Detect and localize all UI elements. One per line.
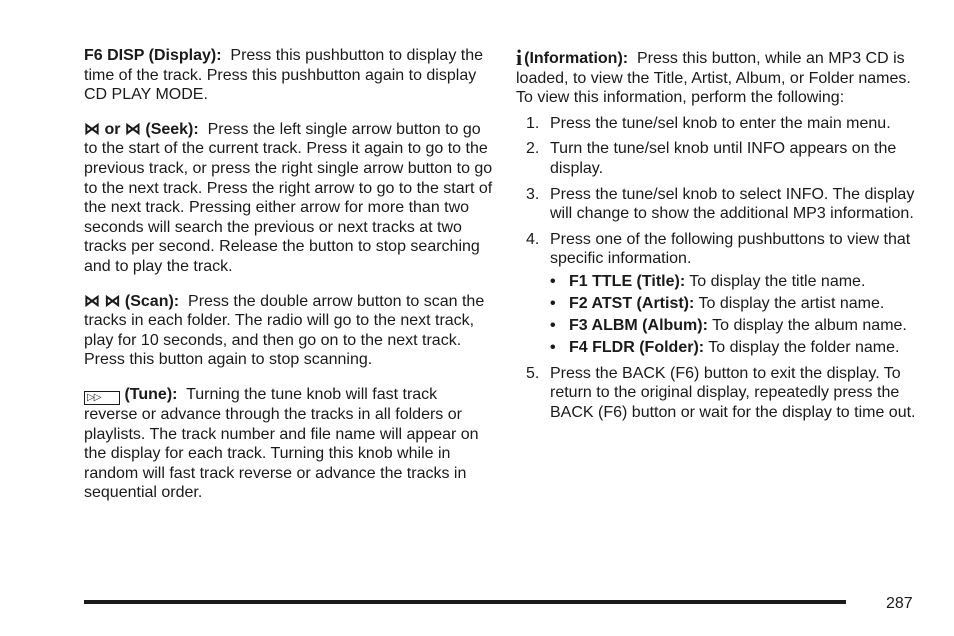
disp-text: Press this pushbutton to display the time of the track. Press this pushbutton again to display CD PLAY MODE.	[84, 47, 483, 104]
bullet-item	[550, 294, 926, 314]
step-text: Press one of the following pushbuttons to view that specific information.	[550, 230, 911, 268]
right-column	[516, 45, 926, 429]
steps-list	[516, 114, 926, 423]
bullet-item	[550, 272, 926, 292]
bullet-label: F2 ATST (Artist):	[569, 295, 695, 313]
step-item	[516, 230, 926, 358]
bullet-icon: •	[550, 272, 556, 290]
info-text: Press this button, while an MP3 CD is loaded, to view the Title, Artist, Album, or Folder names. To view this information, perform the following:	[516, 50, 911, 107]
scan-text: Press the double arrow button to scan the tracks in each folder. The radio will go to the next track, play for 10 seconds, and then go on to the next track. Press this button again to stop scanning.	[84, 292, 485, 369]
scan-label: (Scan):	[124, 292, 180, 310]
step-text: Press the tune/sel knob to select INFO. The display will change to show the additional MP3 information.	[550, 185, 915, 223]
info-buttons-list	[550, 272, 926, 358]
info-paragraph	[516, 45, 926, 108]
step-text: Turn the tune/sel knob until INFO appears on the display.	[550, 140, 897, 177]
bullet-icon: •	[550, 339, 556, 357]
bullet-icon: •	[550, 295, 556, 313]
seek-or: or	[104, 120, 121, 138]
bullet-icon: •	[550, 317, 556, 335]
step-item	[516, 114, 926, 134]
tune-paragraph	[84, 385, 494, 503]
tune-label: (Tune):	[124, 385, 178, 403]
step-item	[516, 185, 926, 224]
step-number: 2.	[526, 140, 540, 158]
bullet-label: F3 ALBM (Album):	[569, 317, 708, 335]
step-number: 1.	[526, 114, 540, 132]
step-text: Press the BACK (F6) button to exit the display. To return to the original display, repeatedly press the BACK (F6) button or wait for the display to time out.	[550, 364, 916, 421]
seek-left-icon: ⋈	[84, 120, 100, 138]
info-label: (Information):	[524, 50, 629, 67]
seek-label: (Seek):	[145, 120, 199, 138]
bullet-item	[550, 316, 926, 336]
seek-text: Press the left single arrow button to go to the start of the current track. Press it again to go to the previous track, or press the right single arrow button to go to the next track. Press the right arrow to go to the start of the next track. Pressing either arrow for more than two seconds will search the previous or next tracks at two tracks per second. Release the button to stop searching and to play the track.	[84, 120, 493, 275]
info-icon: i	[516, 45, 523, 70]
bullet-item	[550, 338, 926, 358]
page-number: 287	[886, 595, 913, 612]
bullet-label: F4 FLDR (Folder):	[569, 339, 705, 357]
tune-icon: ▷▷	[84, 391, 120, 405]
step-text: Press the tune/sel knob to enter the main menu.	[550, 114, 891, 132]
bullet-text: To display the title name.	[689, 272, 866, 290]
seek-paragraph	[84, 120, 494, 277]
step-number: 4.	[526, 230, 540, 248]
bullet-text: To display the folder name.	[708, 339, 900, 357]
left-column	[84, 46, 494, 518]
step-item	[516, 139, 926, 178]
footer-rule	[84, 600, 846, 604]
scan-paragraph	[84, 292, 494, 370]
bullet-label: F1 TTLE (Title):	[569, 272, 686, 290]
scan-icon: ⋈ ⋈	[84, 292, 121, 310]
disp-paragraph	[84, 46, 494, 105]
disp-label: F6 DISP (Display):	[84, 47, 222, 64]
tune-text: Turning the tune knob will fast track reverse or advance through the tracks in all folders or playlists. The track number and file name will appear on the display for each track. Turning this knob while in random will fast track reverse or advance the tracks in sequential order.	[84, 385, 479, 502]
step-item	[516, 364, 926, 423]
seek-right-icon: ⋈	[124, 120, 141, 138]
bullet-text: To display the album name.	[712, 317, 907, 335]
bullet-text: To display the artist name.	[698, 295, 885, 313]
step-number: 5.	[526, 364, 540, 382]
step-number: 3.	[526, 185, 540, 203]
